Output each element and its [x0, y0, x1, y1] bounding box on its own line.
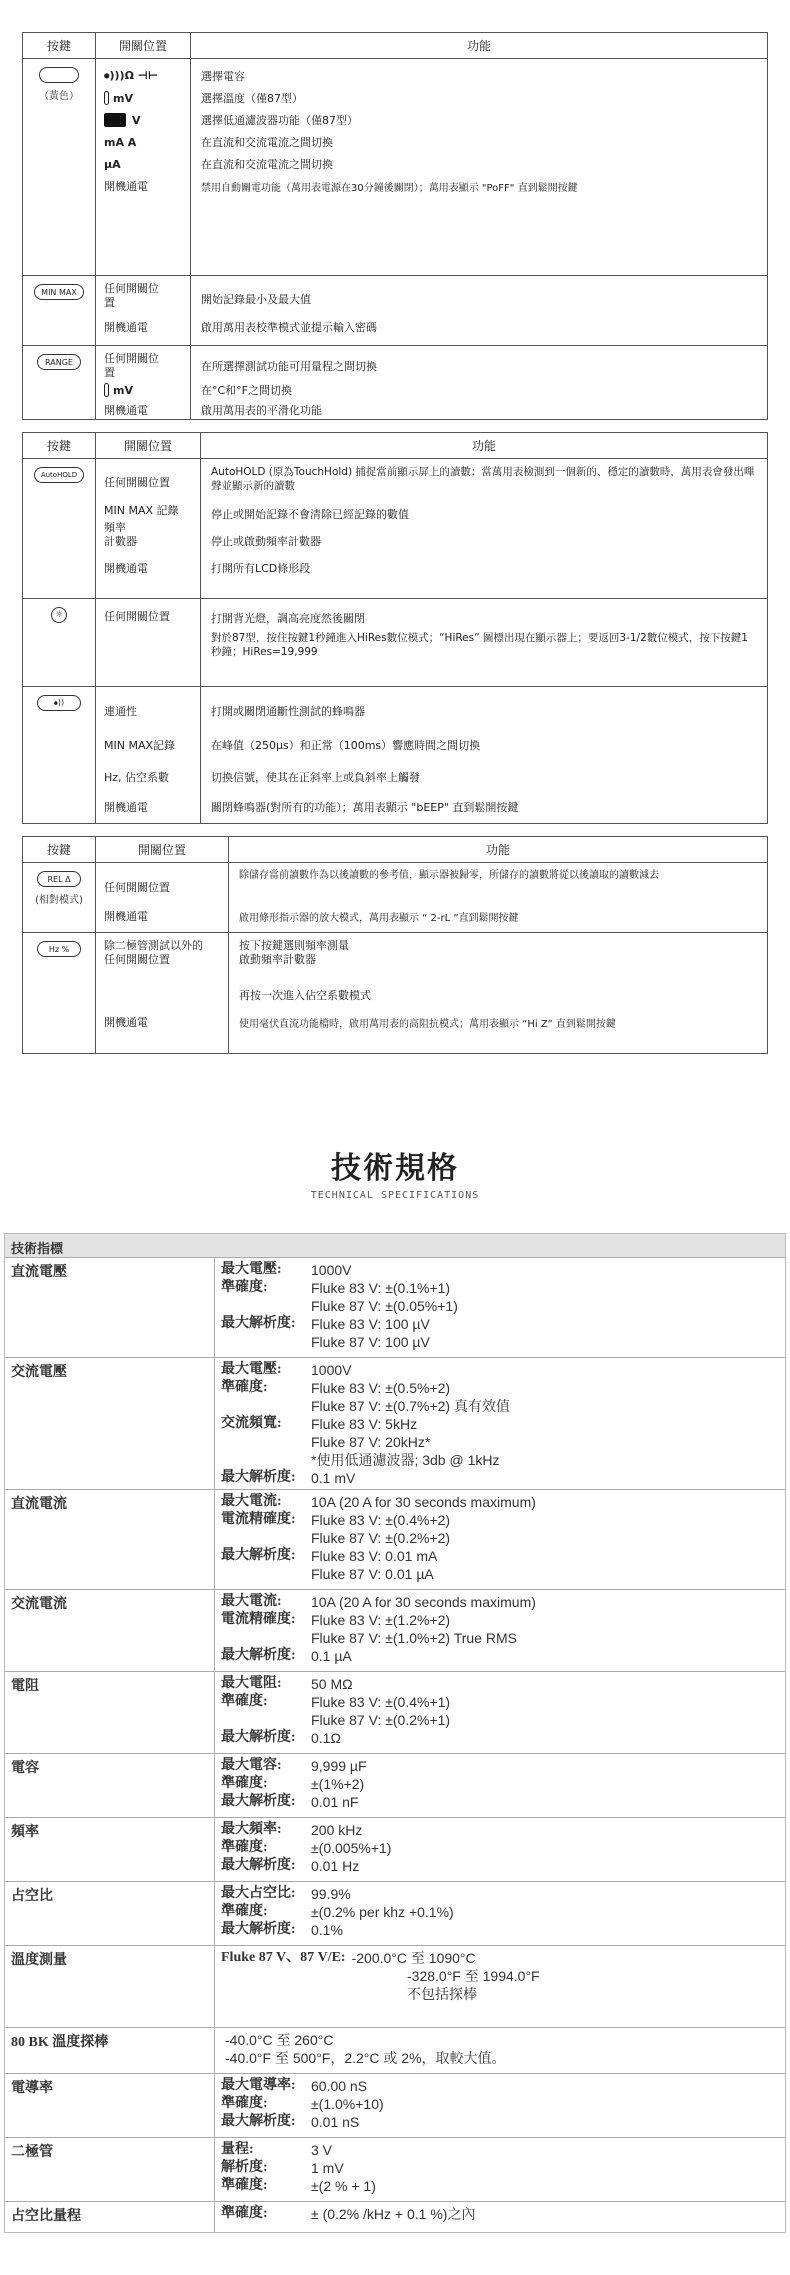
spec-values — [215, 1490, 785, 1589]
table-header — [23, 837, 767, 863]
spec-value: ± (0.2% /kHz + 0.1 %)之內 — [311, 2206, 476, 2222]
spec-line — [221, 1361, 779, 1379]
position-label: 開機通電 — [104, 180, 148, 193]
function-text: AutoHOLD (原為TouchHold) 捕捉當前顯示屏上的讀數；當萬用表檢測到一個新的、穩定的讀數時，萬用表會發出嗶聲並顯示新的讀數 — [211, 466, 755, 492]
spec-line — [221, 1493, 779, 1511]
spec-line — [221, 1821, 779, 1839]
position-label: Hz, 佔空系數 — [104, 771, 170, 784]
spec-key: 最大解析度: — [221, 2114, 296, 2129]
key-function-table-1 — [22, 32, 768, 420]
spec-line — [221, 1967, 779, 1985]
spec-key: 最大解析度: — [221, 1922, 296, 1937]
function-text: 開始記錄最小及最大值 — [201, 293, 311, 306]
spec-value: Fluke 83 V: 5kHz — [311, 1416, 418, 1432]
spec-line — [221, 2177, 779, 2195]
position-label: mA A — [104, 135, 137, 149]
spec-key: 最大解析度: — [221, 1470, 296, 1485]
spec-values — [215, 1818, 785, 1881]
spec-line — [225, 2049, 779, 2067]
spec-key: 準確度: — [221, 1694, 268, 1709]
spec-value: 9,999 µF — [311, 1758, 367, 1774]
spec-key: 最大解析度: — [221, 1858, 296, 1873]
spec-key — [221, 1397, 311, 1415]
lowpass-filter-icon — [104, 113, 126, 127]
spec-row — [5, 1818, 785, 1882]
spec-key: 最大電壓: — [221, 1262, 282, 1277]
spec-line — [221, 1711, 779, 1729]
table-header — [23, 433, 767, 459]
spec-value: 0.1 µA — [311, 1648, 352, 1664]
position-label: 除二極管測試以外的任何開關位置 — [104, 939, 203, 966]
function-text: 按下按鍵選則頻率測量 啟動頻率計數器 — [239, 939, 349, 966]
spec-value: Fluke 87 V: 0.01 µA — [311, 1566, 434, 1582]
spec-category: 占空比量程 — [5, 2202, 215, 2232]
button-caption: (相對模式) — [35, 895, 83, 906]
spec-key — [221, 1967, 401, 1985]
position-label: mV — [104, 380, 182, 400]
spec-key: 最大電壓: — [221, 1362, 282, 1377]
spec-value: Fluke 87 V: ±(0.05%+1) — [311, 1298, 458, 1314]
position-label: 連通性 — [104, 705, 137, 718]
spec-key: 電流精確度: — [221, 1512, 296, 1527]
table-row — [23, 276, 767, 346]
spec-line — [221, 1511, 779, 1529]
spec-value: -40.0°C 至 260°C — [225, 2032, 334, 2048]
key-function-table-3 — [22, 836, 768, 1054]
spec-line — [221, 1793, 779, 1811]
spec-value: 10A (20 A for 30 seconds maximum) — [311, 1494, 536, 1510]
position-label: 任何開關位置 — [104, 476, 170, 489]
spec-line — [221, 1469, 779, 1487]
spec-key — [221, 1297, 311, 1315]
spec-value: Fluke 83 V: ±(0.5%+2) — [311, 1380, 451, 1396]
spec-values — [215, 2138, 785, 2201]
spec-value: Fluke 87 V: 100 µV — [311, 1334, 430, 1350]
header-function: 功能 — [466, 39, 491, 53]
spec-table-header: 技術指標 — [5, 1234, 785, 1258]
spec-value: 200 kHz — [311, 1822, 363, 1838]
spec-row — [5, 2028, 785, 2074]
spec-line — [221, 1675, 779, 1693]
spec-key: 量程: — [221, 2142, 254, 2157]
spec-line — [221, 1839, 779, 1857]
rel-button-icon: REL Δ — [37, 871, 81, 887]
spec-line — [221, 2141, 779, 2159]
spec-row — [5, 2202, 785, 2232]
spec-values — [215, 2074, 785, 2137]
function-text: 選擇溫度（僅87型） — [201, 92, 303, 105]
function-text: 在峰值（250µs）和正常（100ms）響應時間之間切換 — [211, 739, 481, 752]
spec-line — [221, 1775, 779, 1793]
spec-values — [215, 1946, 785, 2027]
function-text: 啟用萬用表的平滑化功能 — [201, 404, 322, 417]
spec-key — [221, 1985, 401, 2003]
function-text: 除儲存當前讀數作為以後讀數的參考值，顯示器被歸零，所儲存的讀數將從以後讀取的讀數減去 — [239, 870, 659, 881]
spec-row — [5, 1672, 785, 1754]
spec-line — [221, 1611, 779, 1629]
spec-line — [225, 2031, 779, 2049]
spec-line — [221, 1297, 779, 1315]
spec-line — [221, 2077, 779, 2095]
table-row — [23, 459, 767, 599]
spec-line — [221, 1729, 779, 1747]
function-text: 切換信號，使其在正斜率上或負斜率上觸發 — [211, 771, 420, 784]
spec-row — [5, 2074, 785, 2138]
spec-value: -328.0°F 至 1994.0°F — [407, 1968, 540, 1984]
header-position: 開關位置 — [96, 33, 191, 58]
table-row — [23, 933, 767, 1053]
spec-line — [221, 1693, 779, 1711]
spec-value: Fluke 83 V: ±(0.4%+2) — [311, 1512, 451, 1528]
spec-values — [215, 1672, 785, 1753]
spec-key: 準確度: — [221, 2096, 268, 2111]
spec-key: 最大解析度: — [221, 1648, 296, 1663]
spec-category: 直流電流 — [5, 1490, 215, 1589]
table-row — [23, 599, 767, 687]
spec-value: 0.1 mV — [311, 1470, 356, 1486]
spec-values — [215, 1754, 785, 1817]
spec-key: 準確度: — [221, 2178, 268, 2193]
spec-value: 0.01 nF — [311, 1794, 359, 1810]
header-function: 功能 — [471, 439, 496, 453]
spec-key: 最大電容: — [221, 1758, 282, 1773]
spec-category: 80 BK 溫度探棒 — [5, 2028, 215, 2073]
spec-key: Fluke 87 V、87 V/E: — [221, 1950, 346, 1965]
position-label: 頻率 計數器 — [104, 521, 137, 548]
function-text: 停止或啟動頻率計數器 — [211, 535, 321, 548]
function-text: 選擇低通濾波器功能（僅87型） — [201, 114, 358, 127]
spec-key — [221, 1333, 311, 1351]
function-text: 關閉蜂鳴器(對所有的功能）；萬用表顯示 "bEEP" 直到鬆開按鍵 — [211, 801, 519, 814]
spec-value: 1000V — [311, 1262, 352, 1278]
spec-line — [221, 1451, 779, 1469]
spec-category: 溫度測量 — [5, 1946, 215, 2027]
spec-value: 0.1% — [311, 1922, 343, 1938]
spec-value: 1000V — [311, 1362, 352, 1378]
spec-line — [221, 2205, 779, 2223]
button-caption: （黃色） — [39, 91, 79, 102]
autohold-button-icon: AutoHOLD — [34, 467, 84, 483]
spec-category: 直流電壓 — [5, 1258, 215, 1357]
spec-row — [5, 1754, 785, 1818]
spec-values — [215, 1358, 785, 1489]
spec-line — [221, 1547, 779, 1565]
spec-subtitle: TECHNICAL SPECIFICATIONS — [310, 1190, 480, 1201]
spec-key: 最大解析度: — [221, 1794, 296, 1809]
spec-key: 電流精確度: — [221, 1612, 296, 1627]
function-text: 對於87型，按住按鍵1秒鐘進入HiRes數位模式；“HiRes” 圖標出現在顯示器上；要返回3-1/2數位模式，按下按鍵1秒鐘；HiRes=19,999 — [211, 632, 748, 658]
position-label: 開機通電 — [104, 910, 148, 923]
function-text: 啟用條形指示器的放大模式，萬用表顯示 “ 2-rL ”直到鬆開按鍵 — [239, 912, 519, 924]
spec-values — [215, 1258, 785, 1357]
backlight-button-icon: ☼ — [51, 607, 67, 623]
spec-values — [215, 2028, 785, 2073]
position-label: V — [104, 109, 182, 131]
spec-table — [4, 1233, 786, 2233]
spec-category: 二極管 — [5, 2138, 215, 2201]
spec-line — [221, 1949, 779, 1967]
thermometer-icon — [104, 91, 109, 105]
spec-value: Fluke 83 V: ±(0.4%+1) — [311, 1694, 451, 1710]
function-text: 選擇電容 — [201, 70, 245, 83]
position-label: 任何開關位置 — [104, 352, 159, 379]
spec-value: Fluke 83 V: ±(1.2%+2) — [311, 1612, 451, 1628]
function-text: 在所選擇測試功能可用量程之間切換 — [201, 360, 377, 373]
spec-row — [5, 1258, 785, 1358]
function-text: 使用毫伏直流功能檔時，啟用萬用表的高阻抗模式；萬用表顯示 “Hi Z” 直到鬆開按鍵 — [239, 1018, 616, 1030]
spec-value: 3 V — [311, 2142, 333, 2158]
spec-key: 最大頻率: — [221, 1822, 282, 1837]
spec-line — [221, 1397, 779, 1415]
spec-key: 交流頻寬: — [221, 1416, 282, 1431]
table-row — [23, 59, 767, 276]
spec-row — [5, 1590, 785, 1672]
function-text: 在°C和°F之間切換 — [201, 384, 293, 397]
spec-value: -200.0°C 至 1090°C — [351, 1950, 476, 1966]
function-text: 打開或關閉通斷性測試的蜂鳴器 — [211, 705, 365, 718]
spec-line — [221, 1903, 779, 1921]
function-text: 在直流和交流電流之間切換 — [201, 136, 333, 149]
spec-key: 最大占空比: — [221, 1886, 296, 1901]
spec-value: 0.01 Hz — [311, 1858, 360, 1874]
spec-value: ±(1.0%+10) — [311, 2096, 384, 2112]
position-label: 任何開關位置 — [104, 610, 170, 623]
position-label: 開機通電 — [104, 404, 148, 417]
spec-value: Fluke 87 V: ±(0.2%+2) — [311, 1530, 451, 1546]
table-row — [23, 346, 767, 419]
spec-key: 準確度: — [221, 1280, 268, 1295]
min-max-button-icon: MIN MAX — [34, 284, 84, 300]
spec-line — [221, 1529, 779, 1547]
spec-value: 99.9% — [311, 1886, 351, 1902]
beeper-button-icon: ⦁)) — [37, 695, 81, 711]
table-row — [23, 687, 767, 823]
spec-row — [5, 1490, 785, 1590]
hz-button-icon: Hz % — [37, 941, 81, 957]
position-label: 任何開關位置 — [104, 282, 159, 309]
spec-row — [5, 1358, 785, 1490]
spec-key: 最大電流: — [221, 1594, 282, 1609]
position-label: MIN MAX 記錄 — [104, 504, 179, 517]
spec-category: 占空比 — [5, 1882, 215, 1945]
spec-value: 10A (20 A for 30 seconds maximum) — [311, 1594, 536, 1610]
header-function: 功能 — [485, 843, 510, 857]
spec-value: Fluke 83 V: 100 µV — [311, 1316, 430, 1332]
spec-title: 技術規格 — [331, 1151, 459, 1186]
spec-value: Fluke 87 V: ±(1.0%+2) True RMS — [311, 1630, 517, 1646]
spec-key: 解析度: — [221, 2160, 268, 2175]
spec-line — [221, 1985, 779, 2003]
spec-key: 準確度: — [221, 2206, 268, 2221]
table-row — [23, 863, 767, 933]
position-label: ⦁)))Ω ⊣⊢ — [104, 69, 158, 82]
spec-category: 電容 — [5, 1754, 215, 1817]
spec-key — [221, 1711, 311, 1729]
function-text: 在直流和交流電流之間切換 — [201, 158, 333, 171]
spec-key: 準確度: — [221, 1380, 268, 1395]
position-label: 開機通電 — [104, 1016, 148, 1029]
spec-key: 準確度: — [221, 1840, 268, 1855]
spec-line — [221, 1757, 779, 1775]
spec-value: ±(2 % + 1) — [311, 2178, 376, 2194]
spec-line — [221, 2159, 779, 2177]
spec-line — [221, 1279, 779, 1297]
spec-line — [221, 1379, 779, 1397]
spec-line — [221, 1315, 779, 1333]
function-text: 再按一次進入佔空系數模式 — [239, 989, 371, 1002]
header-key: 按鍵 — [23, 837, 96, 862]
function-text: 打開背光燈，調高亮度然後關閉 — [211, 612, 365, 625]
spec-key: 準確度: — [221, 1776, 268, 1791]
spec-value: 50 MΩ — [311, 1676, 353, 1692]
spec-key: 最大解析度: — [221, 1316, 296, 1331]
spec-line — [221, 1629, 779, 1647]
spec-line — [221, 1593, 779, 1611]
spec-row — [5, 1882, 785, 1946]
spec-line — [221, 1415, 779, 1433]
range-button-icon: RANGE — [37, 354, 81, 370]
spec-values — [215, 1882, 785, 1945]
spec-value: 1 mV — [311, 2160, 344, 2176]
spec-value: Fluke 87 V: ±(0.2%+1) — [311, 1712, 451, 1728]
spec-row — [5, 1946, 785, 2028]
spec-key: 最大電流: — [221, 1494, 282, 1509]
spec-key — [221, 1451, 311, 1469]
spec-line — [221, 1333, 779, 1351]
spec-value: ±(0.2% per khz +0.1%) — [311, 1904, 454, 1920]
spec-value: Fluke 83 V: 0.01 mA — [311, 1548, 438, 1564]
position-label: µA — [104, 157, 121, 171]
spec-key: 最大電阻: — [221, 1676, 282, 1691]
spec-line — [221, 1857, 779, 1875]
function-text: 停止或開始記錄不會清除已經記錄的數值 — [211, 508, 409, 521]
spec-category: 頻率 — [5, 1818, 215, 1881]
yellow-button-icon — [39, 67, 79, 83]
spec-key: 最大解析度: — [221, 1730, 296, 1745]
spec-value: 0.01 nS — [311, 2114, 360, 2130]
position-label: mV — [104, 87, 182, 109]
spec-value: 不包括探棒 — [407, 1986, 477, 2002]
spec-line — [221, 1647, 779, 1665]
spec-value: Fluke 87 V: ±(0.7%+2) 真有效值 — [311, 1398, 510, 1414]
spec-category: 交流電壓 — [5, 1358, 215, 1489]
spec-key — [221, 1565, 311, 1583]
header-position: 開關位置 — [96, 837, 229, 862]
spec-line — [221, 1261, 779, 1279]
spec-key: 準確度: — [221, 1904, 268, 1919]
spec-value: -40.0°F 至 500°F，2.2°C 或 2%，取較大值。 — [225, 2050, 506, 2066]
header-key: 按鍵 — [23, 33, 96, 58]
spec-line — [221, 1433, 779, 1451]
spec-key — [221, 1529, 311, 1547]
thermometer-icon — [104, 383, 109, 397]
key-function-table-2 — [22, 432, 768, 824]
header-position: 開關位置 — [96, 433, 201, 458]
position-label: MIN MAX記錄 — [104, 739, 176, 752]
spec-value: 0.1Ω — [311, 1730, 341, 1746]
spec-value: ±(1%+2) — [311, 1776, 365, 1792]
spec-category: 電導率 — [5, 2074, 215, 2137]
table-header — [23, 33, 767, 59]
spec-value: ±(0.005%+1) — [311, 1840, 392, 1856]
spec-value: Fluke 87 V: 20kHz* — [311, 1434, 431, 1450]
spec-key — [221, 1433, 311, 1451]
spec-line — [221, 1921, 779, 1939]
spec-category: 電阻 — [5, 1672, 215, 1753]
spec-key: 最大電導率: — [221, 2078, 296, 2093]
spec-value: *使用低通濾波器; 3db @ 1kHz — [311, 1452, 500, 1468]
spec-values — [215, 1590, 785, 1671]
spec-line — [221, 2113, 779, 2131]
spec-line — [221, 2095, 779, 2113]
spec-line — [221, 1565, 779, 1583]
spec-values — [215, 2202, 785, 2232]
position-label: 開機通電 — [104, 801, 148, 814]
header-key: 按鍵 — [23, 433, 96, 458]
position-label: 開機通電 — [104, 562, 148, 575]
spec-value: Fluke 83 V: ±(0.1%+1) — [311, 1280, 451, 1296]
position-label: 任何開關位置 — [104, 881, 170, 894]
spec-category: 交流電流 — [5, 1590, 215, 1671]
function-text: 打開所有LCD條形段 — [211, 562, 311, 575]
function-text: 啟用萬用表校準模式並提示輸入密碼 — [201, 321, 377, 334]
spec-line — [221, 1885, 779, 1903]
function-text: 禁用自動關電功能（萬用表電源在30分鐘後關閉）；萬用表顯示 "PoFF" 直到鬆開按鍵 — [201, 182, 578, 194]
spec-value: 60.00 nS — [311, 2078, 368, 2094]
spec-key — [221, 1629, 311, 1647]
spec-key: 最大解析度: — [221, 1548, 296, 1563]
position-label: 開機通電 — [104, 321, 148, 334]
spec-row — [5, 2138, 785, 2202]
